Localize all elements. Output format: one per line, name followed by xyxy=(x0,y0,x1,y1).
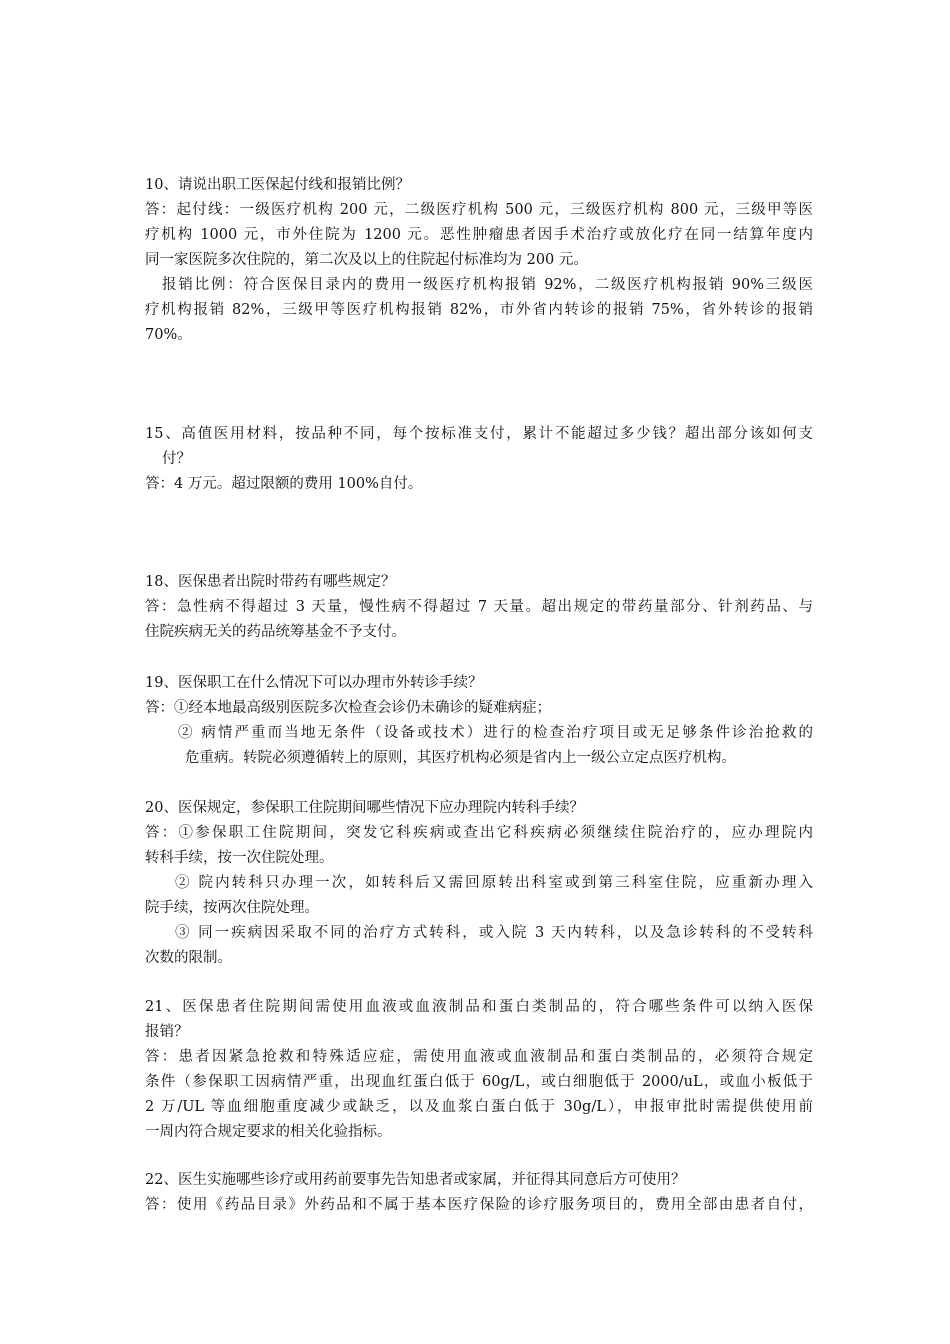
answer-line: 答：使用《药品目录》外药品和不属于基本医疗保险的诊疗服务项目的，费用全部由患者自付， xyxy=(145,1197,813,1213)
answer-line: ② 病情严重而当地无条件（设备或技术）进行的检查治疗项目或无足够条件诊治抢救的 xyxy=(178,725,813,741)
answer-line: 次数的限制。 xyxy=(145,950,232,966)
answer-line: 院手续，按两次住院处理。 xyxy=(145,900,319,916)
answer-line: ② 院内转科只办理一次，如转科后又需回原转出科室或到第三科室住院，应重新办理入 xyxy=(175,875,813,891)
question-text: 10、请说出职工医保起付线和报销比例？ xyxy=(145,177,410,193)
answer-line: 报销比例：符合医保目录内的费用一级医疗机构报销 92%，二级医疗机构报销 90%三级医 xyxy=(162,277,813,293)
question-20 xyxy=(145,796,813,971)
question-text: 报销？ xyxy=(145,1024,189,1040)
question-text: 18、医保患者出院时带药有哪些规定？ xyxy=(145,574,396,590)
answer-line: 答：起付线：一级医疗机构 200 元，二级医疗机构 500 元，三级医疗机构 800 元，三级甲等医 xyxy=(145,202,813,218)
answer-line: 同一家医院多次住院的，第二次及以上的住院起付标准均为 200 元。 xyxy=(145,252,588,268)
answer-line: 答：4 万元。超过限额的费用 100%自付。 xyxy=(145,476,423,492)
answer-line: 70%。 xyxy=(145,327,192,343)
answer-line: 条件（参保职工因病情严重，出现血红蛋白低于 60g/L，或白细胞低于 2000/uL，或血小板低于 xyxy=(145,1074,813,1090)
question-text: 22、医生实施哪些诊疗或用药前要事先告知患者或家属，并征得其同意后方可使用？ xyxy=(145,1172,686,1188)
question-text: 15、高值医用材料，按品种不同，每个按标准支付，累计不能超过多少钱？超出部分该如何支 xyxy=(145,426,813,442)
question-19 xyxy=(145,671,813,771)
answer-line: 疗机构报销 82%，三级甲等医疗机构报销 82%，市外省内转诊的报销 75%，省外转诊的报销 xyxy=(145,302,813,318)
question-text: 20、医保规定，参保职工住院期间哪些情况下应办理院内转科手续？ xyxy=(145,800,584,816)
answer-line: 答：急性病不得超过 3 天量，慢性病不得超过 7 天量。超出规定的带药量部分、针剂药品、与 xyxy=(145,599,813,615)
answer-line: 2 万/UL 等血细胞重度减少或缺乏，以及血浆白蛋白低于 30g/L），申报审批时需提供使用前 xyxy=(145,1099,813,1115)
question-18 xyxy=(145,570,813,645)
answer-line: ③ 同一疾病因采取不同的治疗方式转科，或入院 3 天内转科，以及急诊转科的不受转科 xyxy=(175,925,813,941)
answer-line: 疗机构 1000 元，市外住院为 1200 元。恶性肿瘤患者因手术治疗或放化疗在同一结算年度内 xyxy=(145,227,813,243)
question-10 xyxy=(145,173,813,348)
question-22 xyxy=(145,1168,813,1218)
answer-line: 危重病。转院必须遵循转上的原则，其医疗机构必须是省内上一级公立定点医疗机构。 xyxy=(185,750,736,766)
answer-line: 答：①经本地最高级别医院多次检查会诊仍未确诊的疑难病症； xyxy=(145,700,551,716)
question-15 xyxy=(145,422,813,497)
question-21 xyxy=(145,995,813,1145)
answer-line: 转科手续，按一次住院处理。 xyxy=(145,850,334,866)
question-text: 19、医保职工在什么情况下可以办理市外转诊手续？ xyxy=(145,675,483,691)
question-text: 付？ xyxy=(162,451,191,467)
answer-line: 一周内符合规定要求的相关化验指标。 xyxy=(145,1124,392,1140)
answer-line: 答：①参保职工住院期间，突发它科疾病或查出它科疾病必须继续住院治疗的，应办理院内 xyxy=(145,825,813,841)
answer-line: 答：患者因紧急抢救和特殊适应症，需使用血液或血液制品和蛋白类制品的，必须符合规定 xyxy=(145,1049,813,1065)
answer-line: 住院疾病无关的药品统筹基金不予支付。 xyxy=(145,624,406,640)
question-text: 21、医保患者住院期间需使用血液或血液制品和蛋白类制品的，符合哪些条件可以纳入医保 xyxy=(145,999,813,1015)
